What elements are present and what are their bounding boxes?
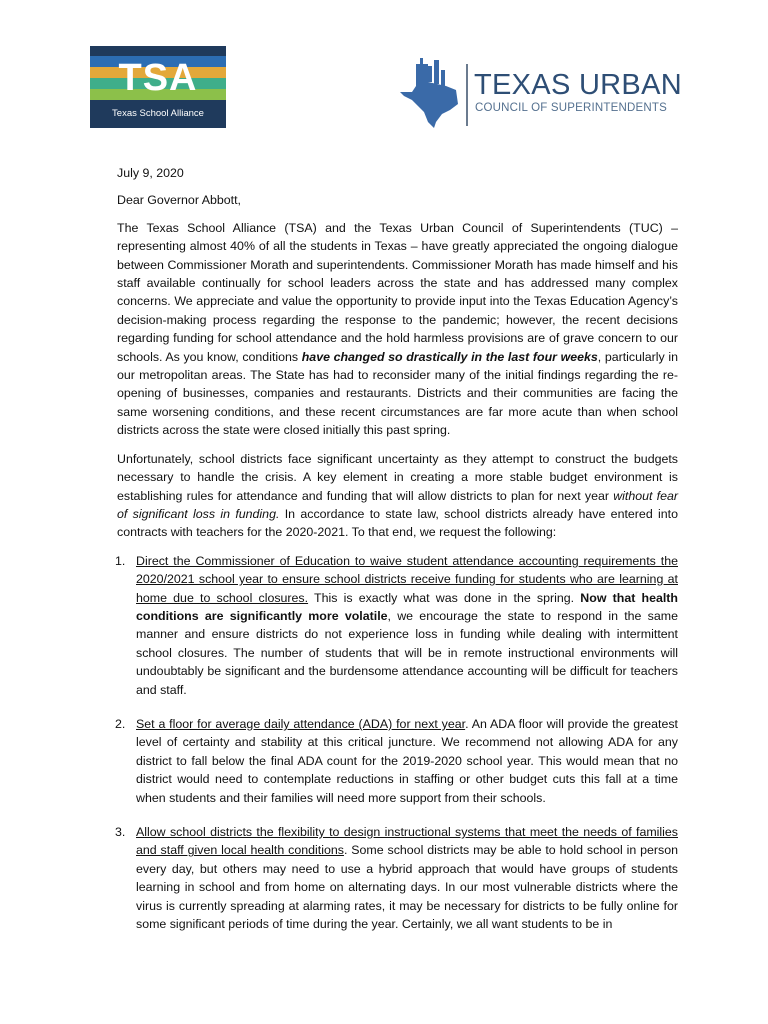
request-2-heading: Set a floor for average daily attendance (ADA) for next year	[136, 716, 466, 731]
paragraph-1	[117, 219, 678, 440]
tsa-logo-subtitle: Texas School Alliance	[112, 108, 204, 119]
request-number: 2.	[115, 716, 126, 731]
request-2-text: . An ADA floor will provide the greatest level of certainty and stability at this critical juncture. We recommend not allowing ADA for any district to fall below the final ADA count for the 2019-2020 school year. This would mean that no district would need to contemplate reductions in staffing or other budget cuts this fall at a time when students and their families will need more support from their schools.	[136, 716, 678, 805]
letter-date: July 9, 2020	[117, 166, 184, 180]
tuc-logo	[398, 56, 682, 128]
request-1-text: This is exactly what was done in the spring.	[308, 590, 581, 605]
request-3-heading: Allow school districts the flexibility to design instructional systems that meet the needs of families and staff given local health conditions	[136, 825, 678, 858]
tuc-logo-divider	[466, 64, 468, 126]
paragraph-1-emphasis: have changed so drastically in the last four weeks	[301, 349, 598, 364]
letter-greeting: Dear Governor Abbott,	[117, 193, 241, 208]
request-list	[117, 552, 678, 934]
paragraph-2-text-a: Unfortunately, school districts face significant uncertainty as they attempt to construct the budgets necessary to handle the crisis. A key element in creating a more stable budget environment is establishing rules for attendance and funding that will allow districts to plan for next year	[117, 451, 678, 503]
paragraph-2	[117, 450, 678, 542]
paragraph-2-text-c: In accordance to state law, school districts already have entered into contracts with teachers for the 2020-2021. To that end, we request the following:	[117, 506, 678, 540]
request-3-text: . Some school districts may be able to hold school in person every day, but others may need to use a hybrid approach that would have groups of students learning in school and from home on alternating days. In our most vulnerable districts where the virus is currently spreading at alarming rates, it may be necessary for districts to be fully online for some significant periods of time during the year. Certainly, we all want students to be in	[136, 843, 678, 932]
request-item-1	[117, 552, 678, 699]
request-item-3	[117, 823, 678, 933]
paragraph-2-emphasis: without fear of significant loss in funding.	[117, 488, 678, 521]
tuc-logo-title: TEXAS URBAN	[474, 69, 682, 101]
letter-body	[117, 164, 678, 949]
tsa-logo	[90, 46, 226, 128]
paragraph-1-text-a: The Texas School Alliance (TSA) and the Texas Urban Council of Superintendents (TUC) – representing almost 40% of all the students in Texas – have greatly appreciated the ongoing dialogue between Commissioner Morath and superintendents. Commissioner Morath has made himself and his staff available continually for school leaders across the state and has addressed many complex concerns. We appreciate and value the opportunity to provide input into the Texas Education Agency’s decision-making process regarding the response to the pandemic; however, the recent decisions regarding funding for school attendance and the hold harmless provisions are of grave concern to our schools. As you know, conditions	[117, 220, 678, 364]
request-item-2	[117, 715, 678, 807]
request-number: 1.	[115, 553, 126, 568]
texas-map-icon	[398, 56, 462, 128]
request-1-heading: Direct the Commissioner of Education to waive student attendance accounting requirements the 2020/2021 school year to ensure school districts receive funding for students who are learning at home due to school closures.	[136, 553, 678, 605]
tuc-logo-subtitle: COUNCIL OF SUPERINTENDENTS	[475, 102, 667, 114]
request-number: 3.	[115, 825, 126, 839]
request-1-bold: Now that health conditions are significantly more volatile	[136, 590, 678, 623]
paragraph-1-text-c: , particularly in our metropolitan areas. The State has had to reconsider many of the initial findings regarding the re-opening of businesses, companies and restaurants. Districts and their communities are facing the same worsening conditions, and these recent circumstances are far more acute than when school districts across the state were closed initially this past spring.	[117, 349, 678, 438]
request-1-text-2: , we encourage the state to respond in the same manner and ensure districts do not experience loss in funding while dealing with intermittent school closures. The number of students that will be in remote instructional environments will undoubtably be significant and the burdensome attendance accounting will be difficult for teachers and staff.	[136, 608, 678, 697]
tsa-logo-letters: TSA	[118, 57, 198, 99]
